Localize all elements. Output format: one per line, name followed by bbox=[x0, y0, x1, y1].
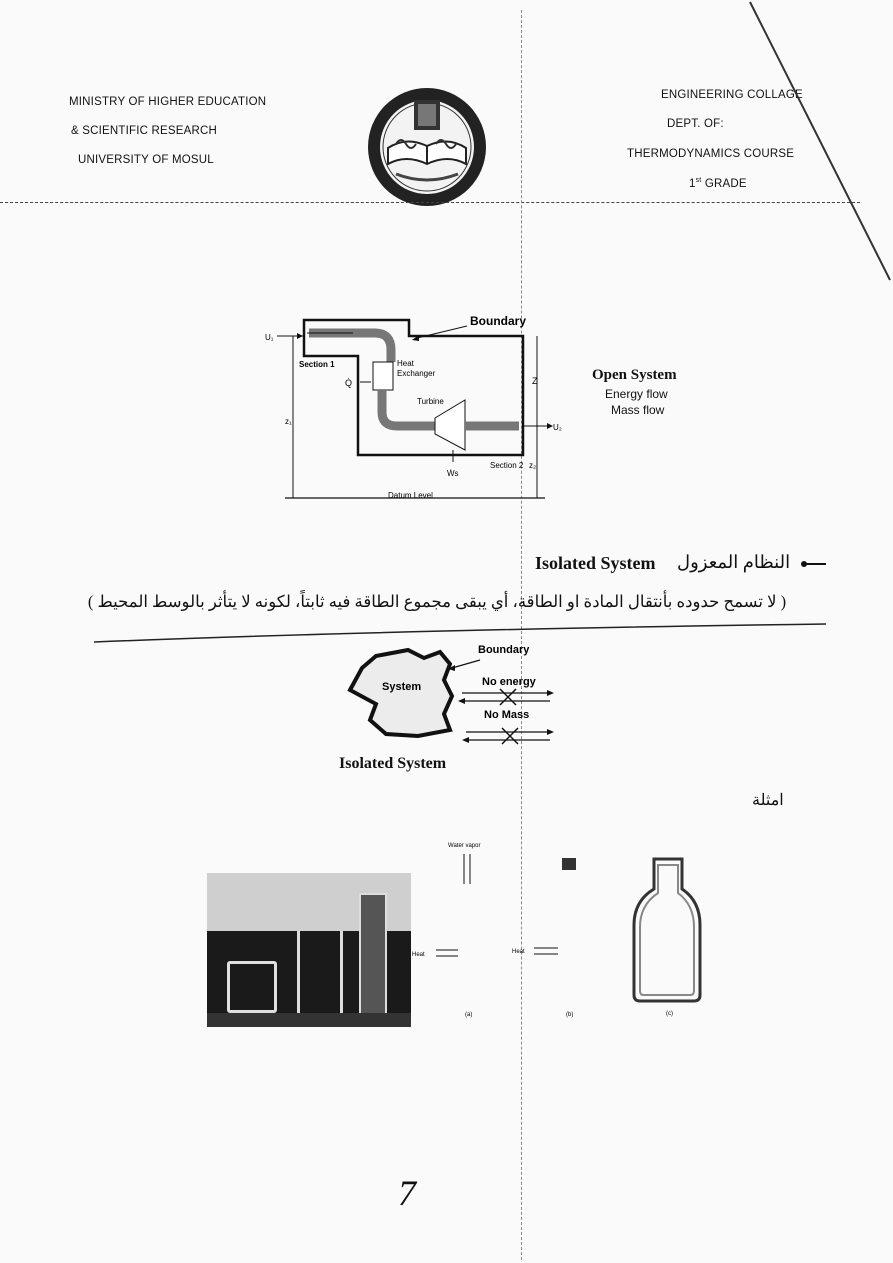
heat-exchanger bbox=[373, 362, 393, 390]
isolated-definition: ( لا تسمح حدوده بأنتقال المادة او الطاقة، أي يبقى مجموع الطاقة فيه ثابتاً، لكونه لا يتأثر بالوسط المحيط ) bbox=[87, 592, 787, 611]
open-system-diagram bbox=[255, 300, 575, 510]
inlet-pipe bbox=[309, 333, 391, 362]
mass-flow-label: Mass flow bbox=[611, 403, 665, 417]
z2-label: z₂ bbox=[529, 461, 537, 470]
caption-b: (b) bbox=[566, 1012, 574, 1018]
bullet-icon bbox=[800, 556, 830, 572]
university-line: UNIVERSITY OF MOSUL bbox=[78, 154, 214, 166]
boundary-label: Boundary bbox=[470, 314, 527, 328]
no-mass-label: No Mass bbox=[484, 709, 530, 721]
research-line: & SCIENTIFIC RESEARCH bbox=[71, 125, 218, 137]
datum-label: Datum Level bbox=[388, 491, 433, 500]
turbine-label: Turbine bbox=[417, 397, 444, 406]
grade-line: 1st GRADE bbox=[689, 177, 747, 190]
example-b-diagram bbox=[508, 850, 598, 1020]
isolated-heading-en: Isolated System bbox=[535, 553, 656, 573]
examples-label: امثلة bbox=[752, 792, 784, 809]
u2-label: U₂ bbox=[553, 423, 562, 432]
system-boundary bbox=[350, 650, 452, 736]
caption-c: (c) bbox=[666, 1011, 673, 1017]
z-label: Z bbox=[532, 376, 538, 386]
dept-line: DEPT. OF: bbox=[667, 118, 724, 130]
university-seal-logo bbox=[366, 86, 488, 208]
energy-flow-label: Energy flow bbox=[605, 387, 668, 401]
isolated-heading-ar: النظام المعزول bbox=[677, 552, 791, 572]
exchanger-label: Exchanger bbox=[397, 369, 436, 378]
iso-system-label: System bbox=[382, 681, 422, 693]
water-vapor-label: Water vapor bbox=[448, 843, 481, 849]
isolated-caption: Isolated System bbox=[339, 755, 447, 772]
college-line: ENGINEERING COLLAGE bbox=[661, 89, 803, 101]
example-c-flask bbox=[630, 855, 710, 1020]
isolated-system-diagram bbox=[340, 638, 570, 750]
ministry-line: MINISTRY OF HIGHER EDUCATION bbox=[69, 96, 267, 108]
course-line: THERMODYNAMICS COURSE bbox=[627, 148, 795, 160]
section1-label: Section 1 bbox=[299, 360, 335, 369]
no-energy-label: No energy bbox=[482, 676, 536, 688]
iso-boundary-label: Boundary bbox=[478, 644, 530, 656]
thermos-photo bbox=[207, 873, 411, 1027]
section2-label: Section 2 bbox=[490, 461, 524, 470]
header-divider bbox=[0, 202, 860, 203]
heat-b-label: Heat bbox=[512, 949, 525, 955]
page-number: 7 bbox=[398, 1173, 416, 1213]
mid-pipe bbox=[382, 390, 435, 426]
heat-label: Heat bbox=[397, 359, 414, 368]
u1-label: U₁ bbox=[265, 333, 274, 342]
z1-label: z₁ bbox=[285, 417, 292, 426]
page-crease bbox=[740, 0, 893, 290]
example-a-diagram bbox=[410, 840, 500, 1020]
open-system-title: Open System bbox=[592, 367, 677, 383]
caption-a: (a) bbox=[465, 1012, 473, 1018]
heat-a-label: Heat bbox=[412, 952, 425, 958]
ws-label: Ẇs bbox=[447, 469, 459, 478]
boundary-line bbox=[304, 320, 523, 455]
q-label: Q̇ bbox=[345, 378, 353, 388]
turbine-body bbox=[435, 400, 465, 450]
